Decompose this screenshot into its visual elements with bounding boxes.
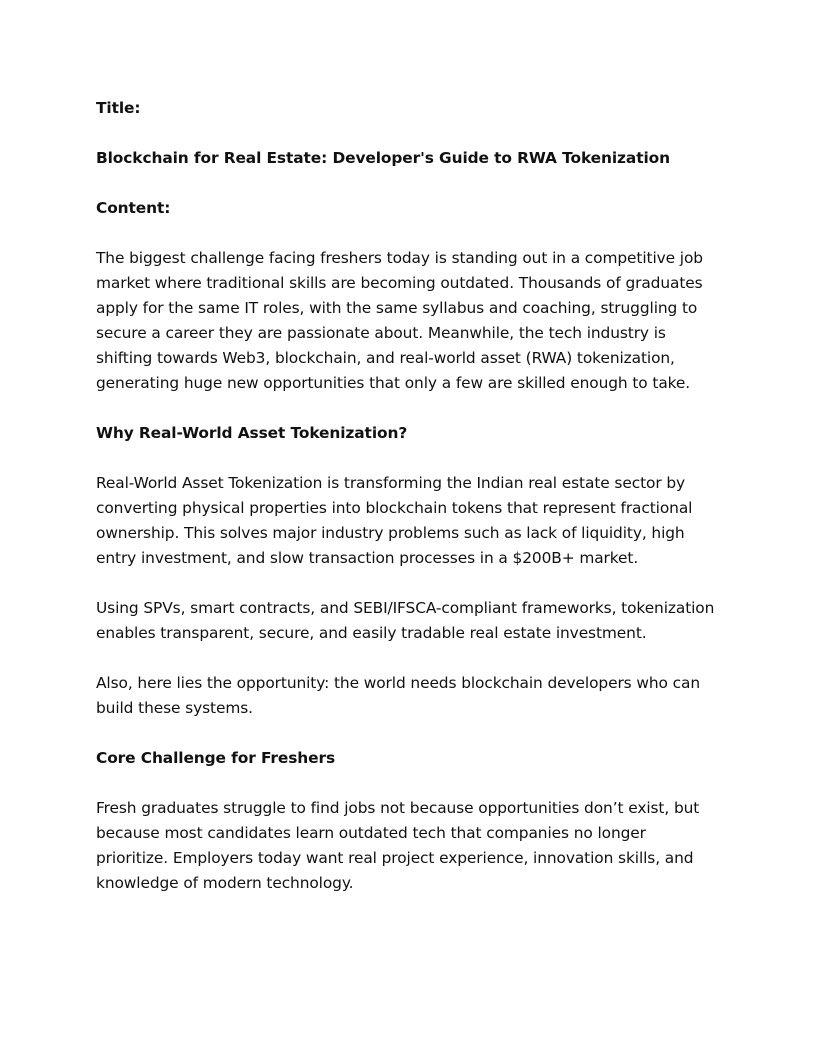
spacer [96,121,720,146]
spacer [96,771,720,796]
document-title: Blockchain for Real Estate: Developer's Guide to RWA Tokenization [96,149,670,167]
spacer [96,646,720,671]
why-heading: Why Real-World Asset Tokenization? [96,424,408,442]
spacer [96,221,720,246]
why-paragraph-3: Also, here lies the opportunity: the world needs blockchain developers who can build these systems. [96,674,700,717]
spacer [96,396,720,421]
title-label: Title: [96,99,141,117]
spacer [96,446,720,471]
content-label: Content: [96,199,171,217]
core-heading: Core Challenge for Freshers [96,749,336,767]
core-paragraph-1: Fresh graduates struggle to find jobs not because opportunities don’t exist, but because most candidates learn outdated tech that companies no longer prioritize. Employers today want real project experience, innovation skills, and knowledge of modern technology. [96,799,700,892]
document-page [96,96,720,896]
intro-paragraph: The biggest challenge facing freshers today is standing out in a competitive job market where traditional skills are becoming outdated. Thousands of graduates apply for the same IT roles, with the same syllabus and coaching, struggling to secure a career they are passionate about. Meanwhile, the tech industry is shifting towards Web3, blockchain, and real-world asset (RWA) tokenization, generating huge new opportunities that only a few are skilled enough to take. [96,249,703,392]
spacer [96,171,720,196]
why-paragraph-2: Using SPVs, smart contracts, and SEBI/IFSCA-compliant frameworks, tokenization enables transparent, secure, and easily tradable real estate investment. [96,599,715,642]
spacer [96,571,720,596]
why-paragraph-1: Real-World Asset Tokenization is transforming the Indian real estate sector by converting physical properties into blockchain tokens that represent fractional ownership. This solves major industry problems such as lack of liquidity, high entry investment, and slow transaction processes in a $200B+ market. [96,474,693,567]
spacer [96,721,720,746]
